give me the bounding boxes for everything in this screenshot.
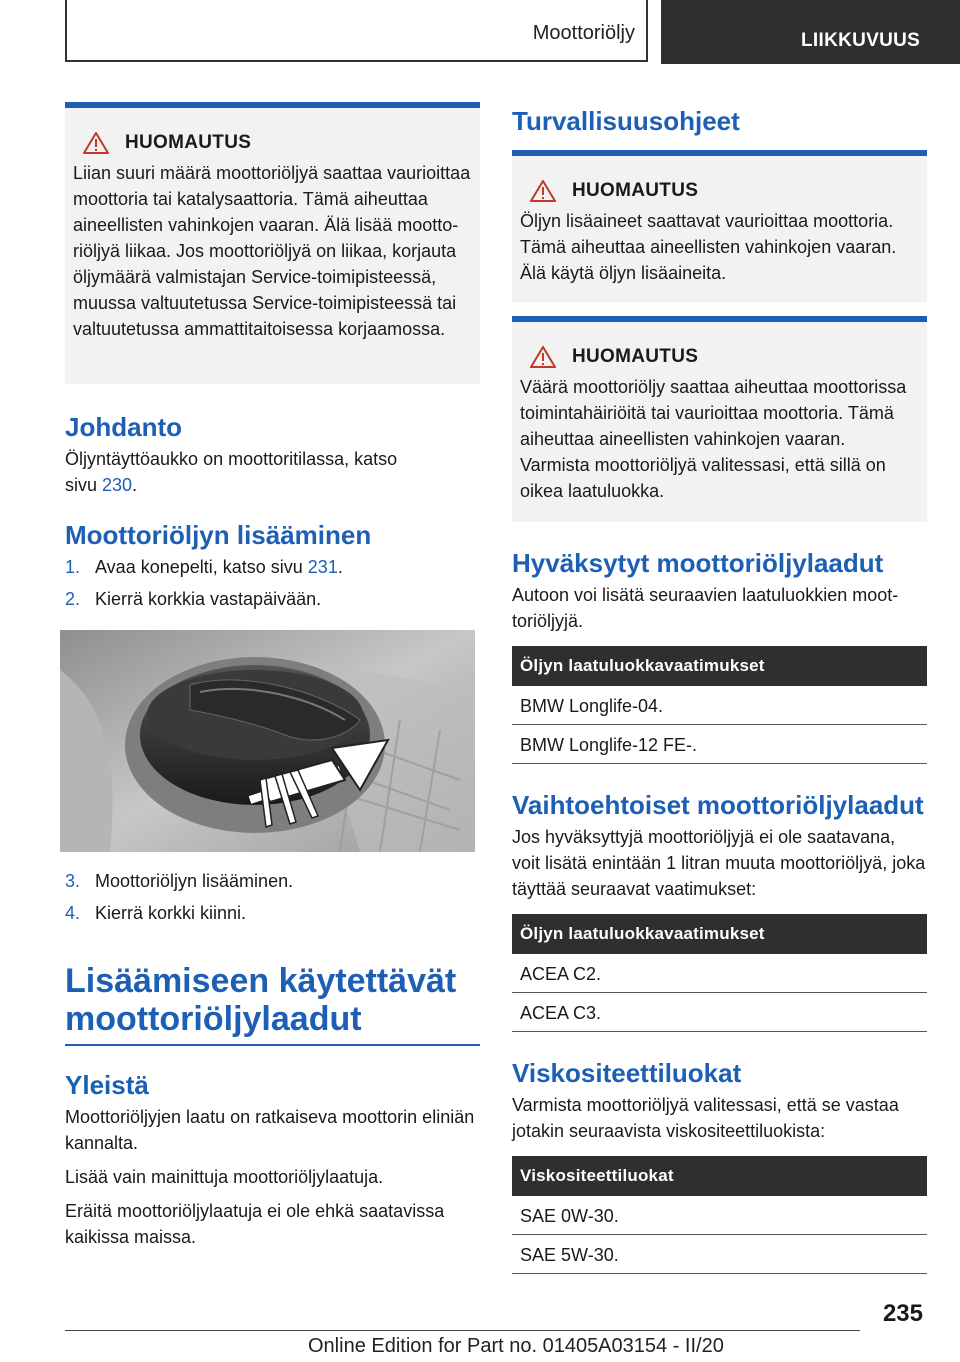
warning-triangle-icon (530, 180, 556, 202)
table-header: Öljyn laatuluokkavaatimukset (512, 646, 927, 686)
page-link-230[interactable]: 230 (102, 475, 133, 495)
warning-text: Väärä moottoriöljy saattaa aiheuttaa moottorissa toimintahäiriöitä tai vaurioittaa moottoria. Tämä aiheuttaa aineellisten vahinkojen vaaran. Varmista moottoriöljyä valitessasi, että sillä on oikea laatuluokka. (520, 377, 907, 501)
oil-cap-illustration (60, 630, 475, 852)
heading-safety: Turvallisuusohjeet (512, 106, 740, 136)
table-row: BMW Longlife-12 FE-. (512, 725, 927, 764)
list-item: 2. Kierrä korkkia vastapäivään. (65, 589, 322, 609)
viscosity-text: Varmista moottoriöljyä valitessasi, että se vastaa jotakin seuraavista viskositeettiluokista: (512, 1095, 899, 1141)
approved-text: Autoon voi lisätä seuraavien laatuluokkien moottoriöljyjä. (512, 585, 899, 631)
table-row: SAE 5W-30. (512, 1235, 927, 1274)
list-item: 4. Kierrä korkki kiinni. (65, 903, 247, 923)
general-text-3: Eräitä moottoriöljylaatuja ei ole ehkä saatavissa kaikissa maissa. (65, 1201, 445, 1247)
section-title: Moottoriöljy (532, 22, 635, 44)
viscosity-table (512, 1156, 927, 1274)
alternative-text: Jos hyväksyttyjä moottoriöljyjä ei ole saatavana, voit lisätä enintään 1 litran muuta moottoriöljyä, joka täyttää seuraavat vaatimukset: (512, 827, 926, 899)
chapter-title: LIIKKUVUUS (801, 30, 921, 51)
general-text-2: Lisää vain mainittuja moottoriöljylaatuja. (65, 1167, 384, 1187)
intro-text: Öljyntäyttöaukko on moottoritilassa, katso sivu 230. (65, 449, 398, 495)
chapter-tab (661, 0, 960, 64)
heading-approved-oils: Hyväksytyt moottoriöljylaadut (512, 548, 884, 578)
heading-viscosity: Viskositeettiluokat (512, 1058, 742, 1088)
warning-title: HUOMAUTUS (572, 346, 699, 367)
heading-oil-grades: Lisäämiseen käytettävät moottoriöljylaadut (65, 962, 457, 1038)
table-header: Öljyn laatuluokkavaatimukset (512, 914, 927, 954)
warning-box-additives (512, 150, 927, 302)
right-column (512, 102, 927, 1274)
table-row: BMW Longlife-04. (512, 686, 927, 725)
alternative-oils-table (512, 914, 927, 1032)
heading-adding-oil: Moottoriöljyn lisääminen (65, 520, 372, 550)
warning-triangle-icon (530, 346, 556, 368)
footer-divider (65, 1330, 860, 1331)
table-row: ACEA C3. (512, 993, 927, 1032)
table-row: ACEA C2. (512, 954, 927, 993)
left-column (65, 102, 480, 612)
list-item: 3. Moottoriöljyn lisääminen. (65, 871, 294, 891)
page-link-231[interactable]: 231 (307, 557, 338, 577)
general-text-1: Moottoriöljyjen laatu on ratkaiseva moottorin eliniän kannalta. (65, 1107, 475, 1153)
page-number: 235 (882, 1300, 923, 1327)
heading-alternative-oils: Vaihtoehtoiset moottoriöljylaadut (512, 790, 924, 820)
heading-intro: Johdanto (65, 412, 182, 442)
warning-box-overfill (65, 102, 480, 384)
heading-general: Yleistä (65, 1070, 149, 1100)
approved-oils-table (512, 646, 927, 764)
warning-title: HUOMAUTUS (125, 132, 252, 153)
list-item: 1. Avaa konepelti, katso sivu 231. (65, 557, 343, 577)
left-column-lower (65, 862, 480, 1250)
table-row: SAE 0W-30. (512, 1196, 927, 1235)
oil-filler-cap-photo (60, 630, 475, 852)
warning-text: Öljyn lisäaineet saattavat vaurioittaa moottoria. Tämä aiheuttaa aineellisten vahinkojen vaaran. Älä käytä öljyn lisäaineita. (520, 211, 897, 283)
warning-text: Liian suuri määrä moottoriöljyä saattaa vaurioittaa moottoria tai katalysaattoria. Tämä aiheuttaa aineellisten vahinkojen vaaran. Älä lisää moottoriöljyä liikaa. Jos moottoriöljyä on liikaa, korjauta öljymäärä valmistajan Service-toimipisteessä, muussa valtuutetussa Service-toimipisteessä tai valtuutetussa ammattitaitoisessa korjaamossa. (73, 163, 471, 339)
warning-triangle-icon (83, 132, 109, 154)
table-header: Viskositeettiluokat (512, 1156, 927, 1196)
footer-edition: Online Edition for Part no. 01405A03154 - II/20 (308, 1335, 724, 1357)
warning-box-wrong-oil (512, 316, 927, 522)
warning-title: HUOMAUTUS (572, 180, 699, 201)
